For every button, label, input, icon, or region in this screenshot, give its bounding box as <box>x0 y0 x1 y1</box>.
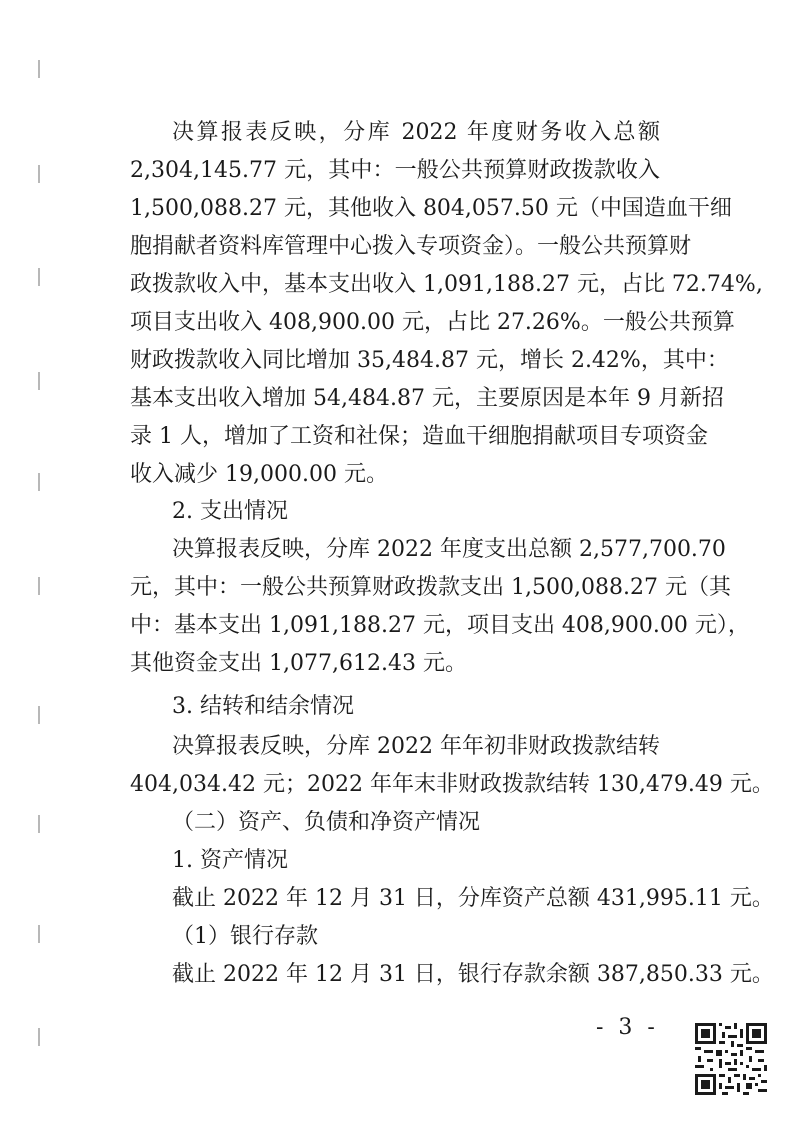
assets-section-heading: （二）资产、负债和净资产情况 <box>172 810 481 835</box>
assets-sub-heading: 1. 资产情况 <box>172 848 288 873</box>
carryover-line: 决算报表反映，分库 2022 年年初非财政拨款结转 <box>172 734 660 759</box>
income-line: 项目支出收入 408,900.00 元，占比 27.26%。一般公共预算 <box>130 310 735 335</box>
expense-line: 中：基本支出 1,091,188.27 元，项目支出 408,900.00 元）， <box>130 613 750 638</box>
binding-mark <box>38 372 40 390</box>
qr-code-icon <box>695 1023 767 1095</box>
income-line: 决算报表反映，分库 2022 年度财务收入总额 <box>172 120 660 145</box>
income-line: 胞捐献者资料库管理中心拨入专项资金）。一般公共预算财 <box>130 234 692 259</box>
assets-total-line: 截止 2022 年 12 月 31 日，分库资产总额 431,995.11 元。 <box>172 886 774 911</box>
binding-mark <box>38 473 40 491</box>
income-line: 政拨款收入中，基本支出收入 1,091,188.27 元，占比 72.74%, <box>130 272 763 297</box>
binding-mark <box>38 577 40 595</box>
expense-heading: 2. 支出情况 <box>172 499 288 524</box>
income-line: 2,304,145.77 元，其中：一般公共预算财政拨款收入 <box>130 158 660 183</box>
binding-mark <box>38 268 40 286</box>
bank-deposit-line: 截止 2022 年 12 月 31 日，银行存款余额 387,850.33 元。 <box>172 962 774 987</box>
income-line: 录 1 人，增加了工资和社保；造血干细胞捐献项目专项资金 <box>130 424 708 449</box>
carryover-heading: 3. 结转和结余情况 <box>172 694 354 719</box>
binding-mark <box>38 925 40 943</box>
expense-line: 其他资金支出 1,077,612.43 元。 <box>130 651 467 676</box>
expense-line: 决算报表反映，分库 2022 年度支出总额 2,577,700.70 <box>172 537 726 562</box>
page-number: - 3 - <box>596 1015 659 1040</box>
income-line: 财政拨款收入同比增加 35,484.87 元，增长 2.42%，其中： <box>130 348 729 373</box>
binding-mark <box>38 706 40 724</box>
binding-mark <box>38 1028 40 1046</box>
binding-mark <box>38 60 40 78</box>
income-line: 基本支出收入增加 54,484.87 元，主要原因是本年 9 月新招 <box>130 386 724 411</box>
income-line: 收入减少 19,000.00 元。 <box>130 462 388 487</box>
binding-mark <box>38 165 40 183</box>
expense-line: 元，其中：一般公共预算财政拨款支出 1,500,088.27 元（其 <box>130 575 731 600</box>
binding-mark <box>38 815 40 833</box>
income-line: 1,500,088.27 元，其他收入 804,057.50 元（中国造血干细 <box>130 196 732 221</box>
carryover-line: 404,034.42 元；2022 年年末非财政拨款结转 130,479.49 元。 <box>130 772 774 797</box>
bank-deposit-heading: （1）银行存款 <box>172 924 318 949</box>
